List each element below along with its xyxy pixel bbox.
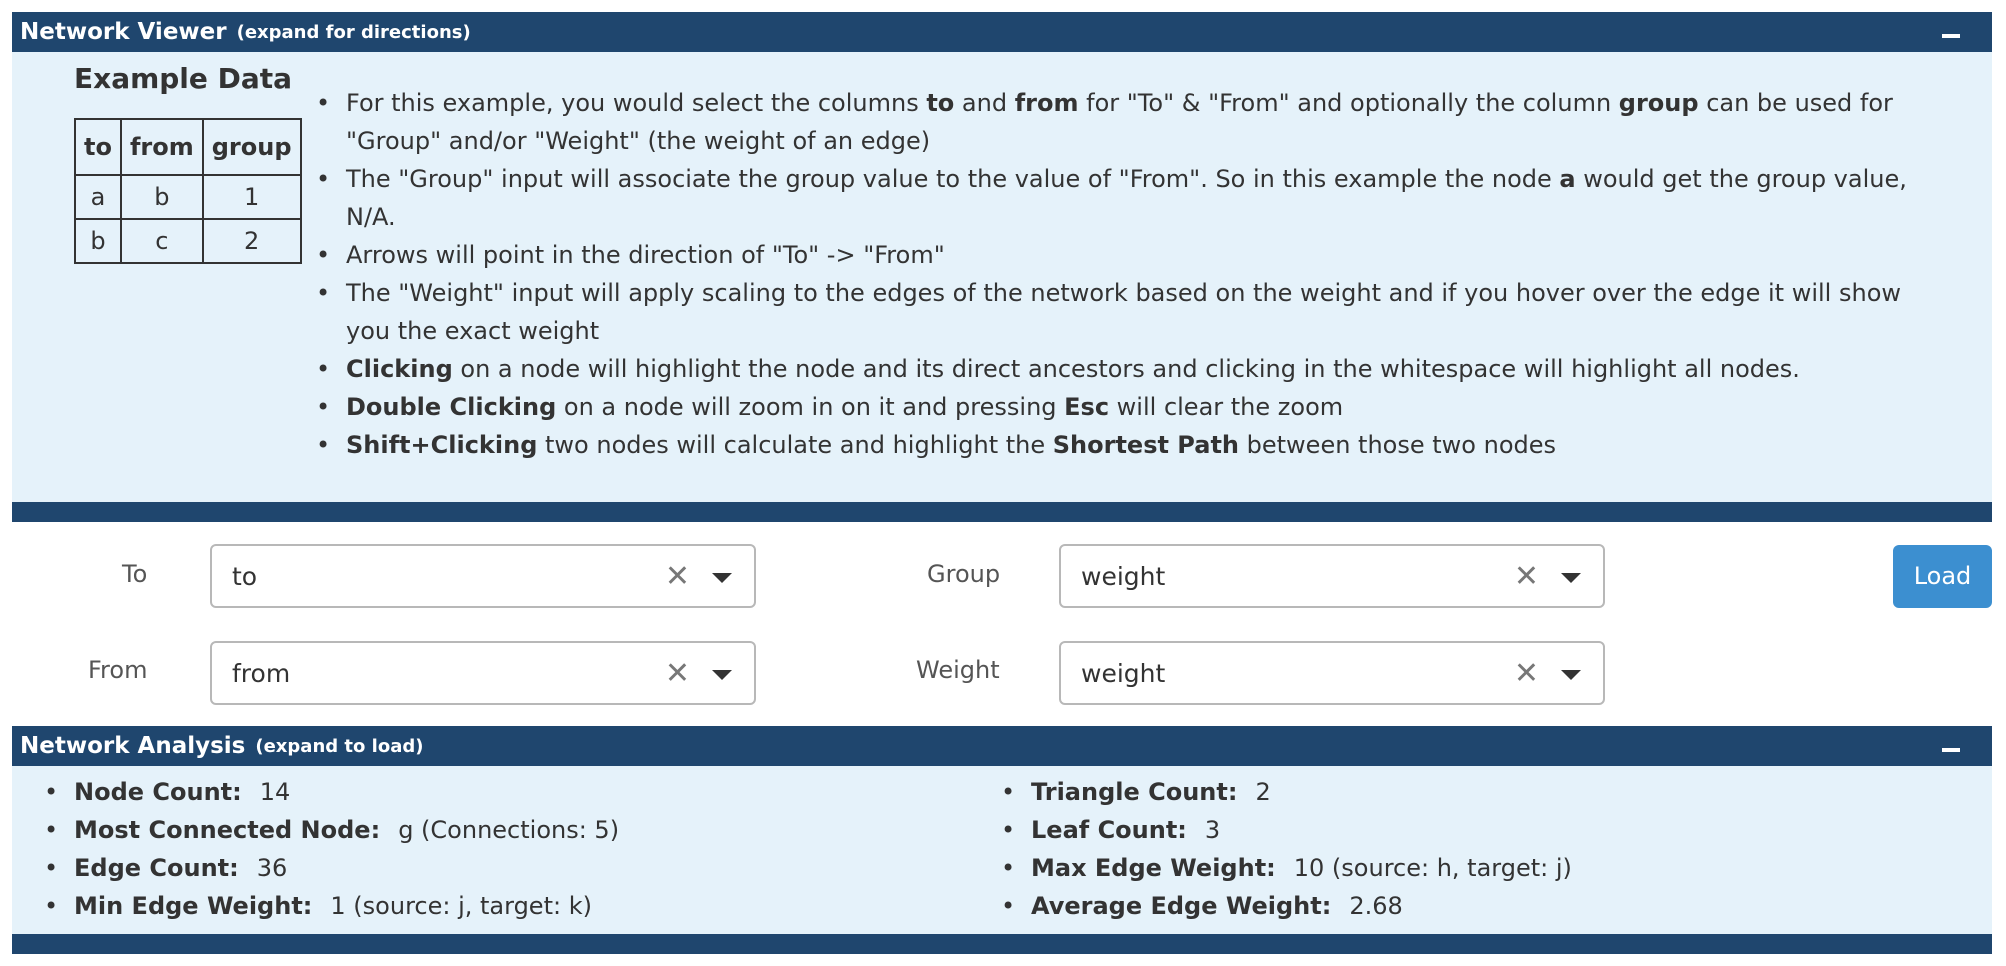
caret-down-icon[interactable]	[712, 670, 732, 680]
stat-value: 14	[259, 778, 291, 806]
network-viewer-header[interactable]	[12, 12, 1992, 52]
from-select[interactable]	[210, 641, 756, 705]
stat-value: 36	[256, 854, 288, 882]
direction-text: for "To" & "From" and optionally the column	[1078, 89, 1619, 117]
direction-item	[346, 160, 1926, 236]
direction-text: on a node will zoom in on it and pressing	[556, 393, 1065, 421]
direction-text: on a node will highlight the node and its direct ancestors and clicking in the whitespace will highlight all nodes.	[452, 355, 1800, 383]
direction-text: will clear the zoom	[1109, 393, 1344, 421]
direction-item	[346, 388, 1926, 426]
to-select-value: to	[232, 562, 258, 591]
direction-text: can be used for "Group" and/or "Weight" (the weight of an edge)	[346, 89, 1893, 155]
table-cell: a	[75, 175, 121, 219]
direction-text: The "Group" input will associate the group value to the value of "From". So in this example the node	[346, 165, 1560, 193]
direction-bold-text: Clicking	[346, 355, 453, 383]
network-analysis-title: Network Analysis	[20, 733, 246, 759]
stat-key: Most Connected Node:	[74, 816, 381, 844]
table-header: group	[203, 119, 301, 175]
clear-icon[interactable]: ✕	[1513, 559, 1539, 594]
list-item	[1031, 849, 1572, 887]
table-cell: 1	[203, 175, 301, 219]
group-select[interactable]	[1059, 544, 1605, 608]
list-item	[1031, 773, 1572, 811]
to-label: To	[122, 560, 148, 588]
direction-text: and	[954, 89, 1015, 117]
direction-bold-text: from	[1014, 89, 1079, 117]
from-label: From	[88, 656, 148, 684]
stat-key: Min Edge Weight:	[74, 892, 313, 920]
direction-item	[346, 236, 1926, 274]
stat-key: Average Edge Weight:	[1031, 892, 1332, 920]
table-cell: b	[75, 219, 121, 263]
weight-select-value: weight	[1081, 659, 1166, 688]
direction-text: Arrows will point in the direction of "To" -> "From"	[346, 241, 945, 269]
group-label: Group	[927, 560, 1001, 588]
caret-down-icon[interactable]	[1561, 573, 1581, 583]
list-item	[74, 811, 619, 849]
table-cell: b	[121, 175, 203, 219]
table-row	[75, 175, 301, 219]
direction-item	[346, 426, 1926, 464]
stat-key: Edge Count:	[74, 854, 239, 882]
stat-key: Leaf Count:	[1031, 816, 1187, 844]
example-data-title: Example Data	[74, 62, 293, 95]
stat-key: Triangle Count:	[1031, 778, 1238, 806]
to-select[interactable]	[210, 544, 756, 608]
stat-value: 3	[1204, 816, 1221, 844]
stat-key: Max Edge Weight:	[1031, 854, 1276, 882]
list-item	[74, 773, 619, 811]
network-viewer-subtitle: (expand for directions)	[236, 21, 471, 43]
stat-key: Node Count:	[74, 778, 242, 806]
direction-item	[346, 274, 1926, 350]
group-select-value: weight	[1081, 562, 1166, 591]
direction-text: would get the group value, N/A.	[346, 165, 1907, 231]
direction-bold-text: to	[926, 89, 955, 117]
caret-down-icon[interactable]	[1561, 670, 1581, 680]
network-analysis-subtitle: (expand to load)	[255, 735, 424, 757]
analysis-list-left	[74, 773, 619, 925]
analysis-list-right	[1031, 773, 1572, 925]
clear-icon[interactable]: ✕	[664, 656, 690, 691]
clear-icon[interactable]: ✕	[664, 559, 690, 594]
stat-value: 2	[1255, 778, 1271, 806]
direction-text: between those two nodes	[1239, 431, 1557, 459]
caret-down-icon[interactable]	[712, 573, 732, 583]
directions-list	[346, 84, 1926, 464]
direction-item	[346, 84, 1926, 160]
direction-bold-text: Shift+Clicking	[346, 431, 538, 459]
table-header: to	[75, 119, 121, 175]
direction-item	[346, 350, 1926, 388]
direction-bold-text: Esc	[1064, 393, 1110, 421]
direction-text: two nodes will calculate and highlight the	[537, 431, 1053, 459]
stat-value: 2.68	[1349, 892, 1403, 920]
collapse-icon[interactable]	[1942, 34, 1960, 38]
list-item	[74, 887, 619, 925]
direction-text: For this example, you would select the columns	[346, 89, 927, 117]
table-cell: 2	[203, 219, 301, 263]
list-item	[74, 849, 619, 887]
network-viewer-footer	[12, 502, 1992, 522]
collapse-icon[interactable]	[1942, 748, 1960, 752]
list-item	[1031, 887, 1572, 925]
from-select-value: from	[232, 659, 291, 688]
table-header: from	[121, 119, 203, 175]
stat-value: g (Connections: 5)	[398, 816, 620, 844]
example-data-table	[74, 118, 302, 264]
clear-icon[interactable]: ✕	[1513, 656, 1539, 691]
network-analysis-footer	[12, 934, 1992, 954]
stat-value: 1 (source: j, target: k)	[330, 892, 592, 920]
direction-bold-text: Shortest Path	[1052, 431, 1240, 459]
list-item	[1031, 811, 1572, 849]
table-cell: c	[121, 219, 203, 263]
direction-text: The "Weight" input will apply scaling to the edges of the network based on the weight and if you hover over the edge it will show you the exact weight	[346, 279, 1902, 345]
table-row	[75, 219, 301, 263]
load-button[interactable]: Load	[1893, 545, 1992, 608]
direction-bold-text: group	[1618, 89, 1699, 117]
network-analysis-header[interactable]	[12, 726, 1992, 766]
network-viewer-title: Network Viewer	[20, 19, 227, 45]
direction-bold-text: a	[1559, 165, 1576, 193]
weight-label: Weight	[916, 656, 1000, 684]
weight-select[interactable]	[1059, 641, 1605, 705]
direction-bold-text: Double Clicking	[346, 393, 557, 421]
stat-value: 10 (source: h, target: j)	[1293, 854, 1572, 882]
